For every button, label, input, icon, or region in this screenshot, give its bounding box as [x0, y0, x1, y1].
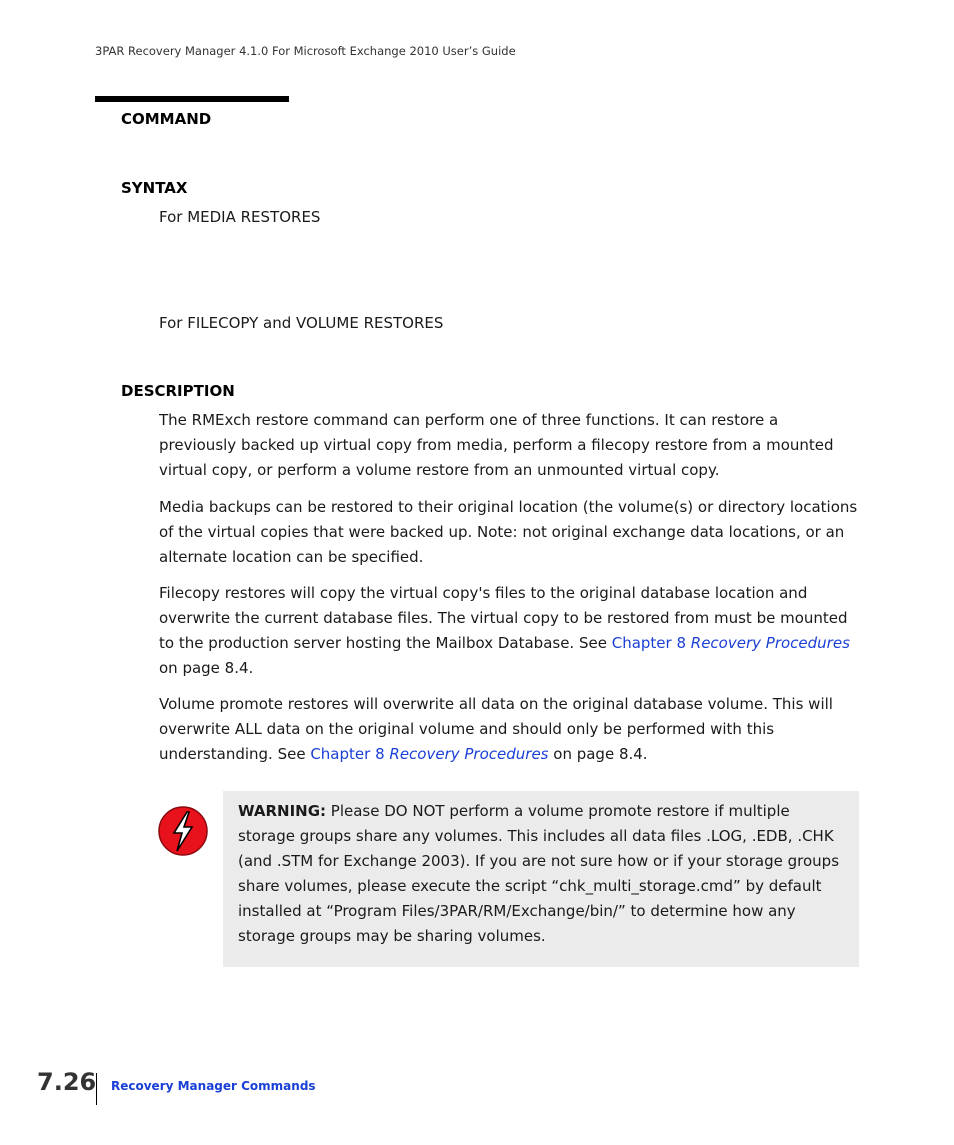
syntax-filecopy-label: For FILECOPY and VOLUME RESTORES	[159, 314, 444, 332]
description-paragraph-2: Media backups can be restored to their original location (the volume(s) or directory locations of the virtual copies that were backed up. Note: not original exchange data locations, or an alternate location can be specified.	[159, 498, 858, 566]
running-head: 3PAR Recovery Manager 4.1.0 For Microsoft Exchange 2010 User’s Guide	[95, 44, 516, 58]
command-heading: COMMAND	[121, 110, 212, 128]
section-rule	[95, 96, 289, 102]
syntax-media-label: For MEDIA RESTORES	[159, 208, 321, 226]
syntax-heading: SYNTAX	[121, 179, 188, 197]
page-number: 7.26	[37, 1068, 97, 1096]
warning-body: Please DO NOT perform a volume promote restore if multiple storage groups share any volumes. This includes all data files .LOG, .EDB, .CHK (and .STM for Exchange 2003). If you are not sure how or if your storage groups share volumes, please execute the script “chk_multi_storage.cmd” by default installed at “Program Files/3PAR/RM/Exchange/bin/” to determine how any storage groups may be sharing volumes.	[238, 802, 840, 945]
footer-divider	[96, 1073, 97, 1105]
warning-lightning-icon	[158, 806, 208, 856]
chapter-8-link[interactable]	[612, 634, 850, 652]
warning-label: WARNING:	[238, 802, 327, 820]
paragraph-3-text: Filecopy restores will copy the virtual copy's files to the original database location and overwrite the current database files. The virtual copy to be restored from must be mounted to the production server hosting the Mailbox Database. See	[159, 584, 848, 652]
description-paragraph-1: The RMExch restore command can perform one of three functions. It can restore a previously backed up virtual copy from media, perform a filecopy restore from a mounted virtual copy, or perform a volume restore from an unmounted virtual copy.	[159, 411, 834, 479]
chapter-8-link-2-chapter: Chapter 8	[310, 745, 390, 763]
footer-chapter-title: Recovery Manager Commands	[111, 1079, 316, 1093]
chapter-8-link-chapter: Chapter 8	[611, 634, 691, 652]
description-paragraph-4	[159, 692, 859, 767]
paragraph-4-text: Volume promote restores will overwrite all data on the original database volume. This will overwrite ALL data on the original volume and should only be performed with this understanding. See	[159, 695, 833, 763]
chapter-8-link-2-title: Recovery Procedures	[389, 745, 549, 763]
paragraph-4-tail: on page 8.4.	[548, 745, 648, 763]
warning-text	[238, 799, 848, 949]
paragraph-3-tail: on page 8.4.	[159, 659, 254, 677]
description-heading: DESCRIPTION	[121, 382, 235, 400]
description-paragraph-3	[159, 581, 859, 681]
chapter-8-link-title: Recovery Procedures	[690, 634, 850, 652]
chapter-8-link-2[interactable]	[310, 745, 548, 763]
